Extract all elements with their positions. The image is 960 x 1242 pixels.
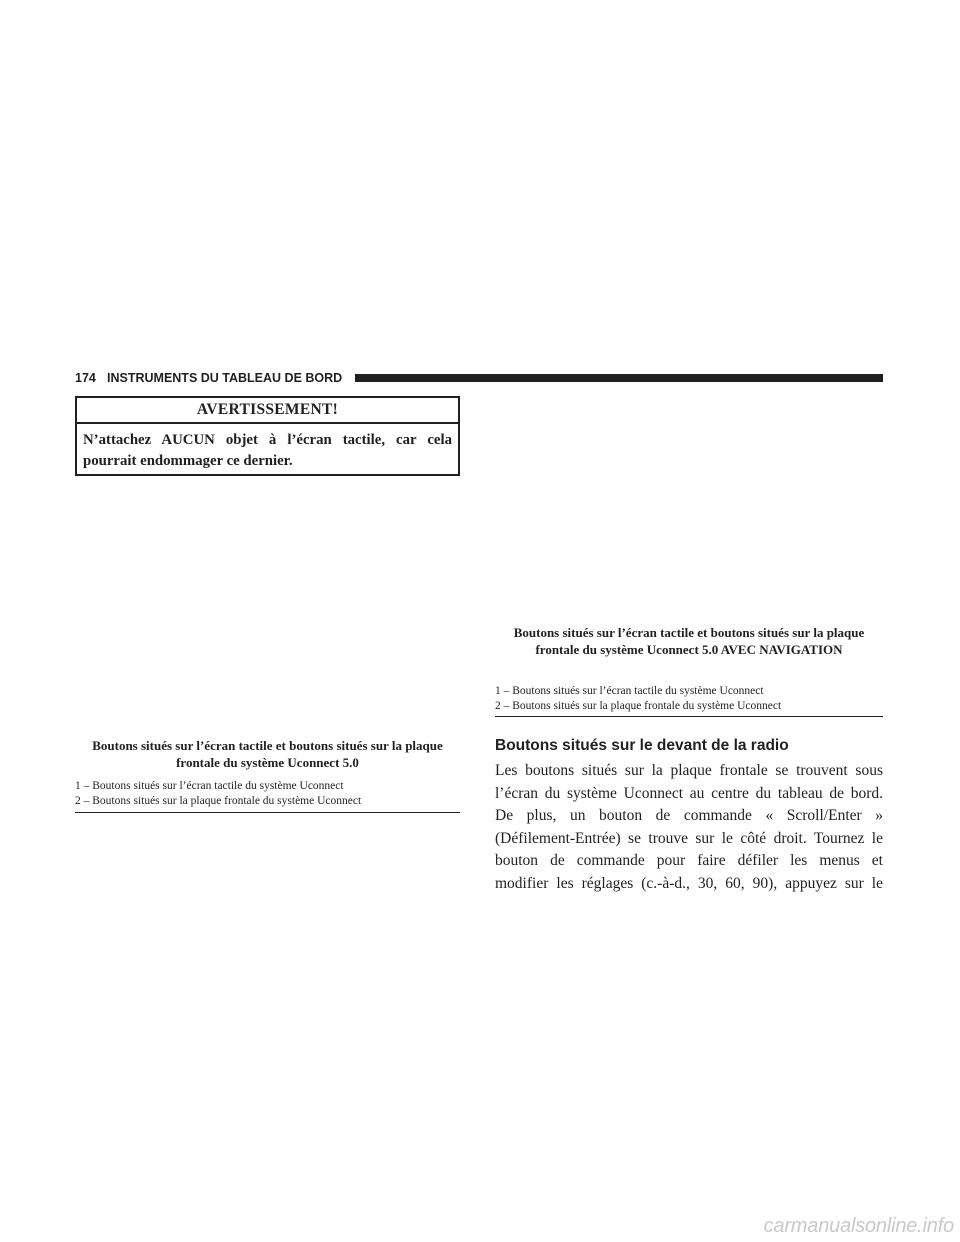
header-bar — [355, 374, 883, 382]
body-line: Les boutons situés sur la plaque frontale se trouvent sous — [495, 762, 883, 779]
body-line: modifier les réglages (c.-à-d., 30, 60, 90), appuyez sur le — [495, 874, 883, 892]
legend-item: 1 – Boutons situés sur l’écran tactile du système Uconnect — [75, 780, 344, 792]
figure-left-caption: Boutons situés sur l’écran tactile et boutons situés sur la plaque frontale du système Uconnect 5.0 — [92, 738, 443, 770]
figure-right-rule — [495, 716, 883, 717]
body-line: De plus, un bouton de commande « Scroll/Enter » — [495, 807, 883, 824]
warning-title: AVERTISSEMENT! — [77, 398, 458, 424]
body-line: (Défilement-Entrée) se trouve sur le côté droit. Tournez le — [495, 829, 883, 847]
figure-left-rule — [75, 812, 460, 813]
figure-left-legend — [75, 779, 460, 808]
section-title: INSTRUMENTS DU TABLEAU DE BORD — [107, 371, 343, 385]
page-header — [75, 370, 883, 390]
watermark[interactable]: carmanualsonline.info — [763, 1215, 954, 1237]
legend-item: 2 – Boutons situés sur la plaque frontale du système Uconnect — [495, 699, 782, 712]
legend-item: 1 – Boutons situés sur l’écran tactile du système Uconnect — [495, 685, 764, 697]
figure-right-legend — [495, 684, 883, 713]
figure-right-caption: Boutons situés sur l’écran tactile et boutons situés sur la plaque frontale du système Uconnect 5.0 AVEC NAVIGATION — [513, 625, 865, 657]
legend-item: 2 – Boutons situés sur la plaque frontale du système Uconnect — [75, 794, 362, 807]
body-paragraph — [495, 760, 883, 895]
body-line: bouton de commande pour faire défiler les menus et — [495, 852, 883, 869]
warning-text: N’attachez AUCUN objet à l’écran tactile, car cela pourrait endommager ce dernier. — [83, 432, 452, 469]
warning-box — [75, 396, 460, 476]
section-heading: Boutons situés sur le devant de la radio — [495, 737, 789, 754]
page-number: 174 — [75, 371, 96, 385]
body-line: l’écran du système Uconnect au centre du tableau de bord. — [495, 784, 883, 802]
